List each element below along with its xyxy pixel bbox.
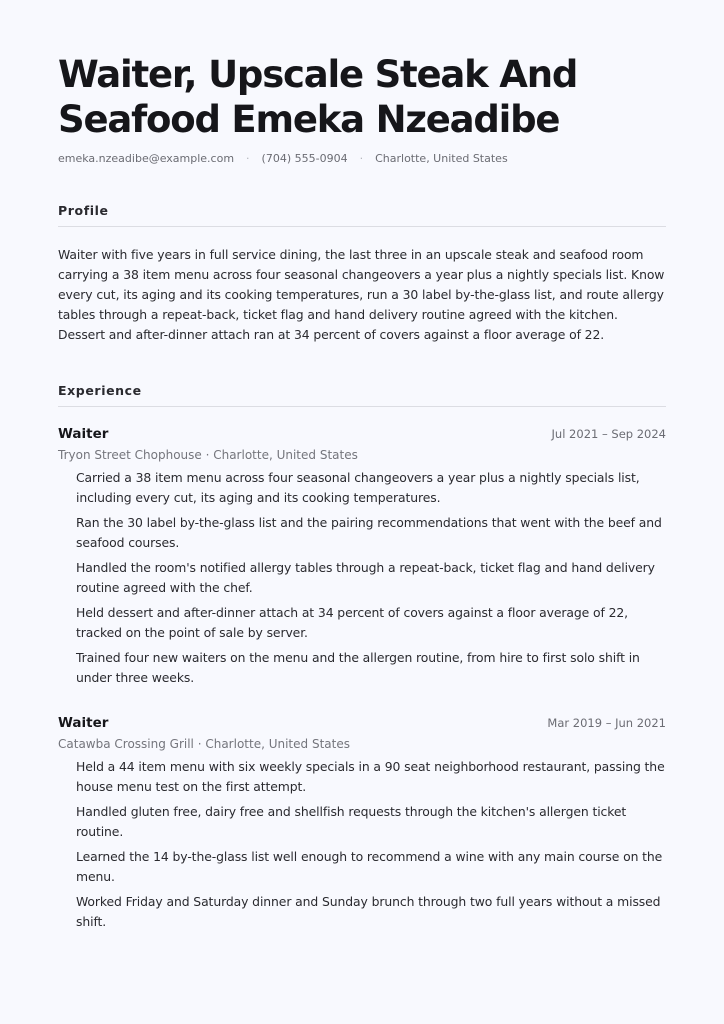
job-bullet: Held a 44 item menu with six weekly specials in a 90 seat neighborhood restaurant, passing the house menu test on the first attempt. <box>76 759 665 794</box>
profile-text: Waiter with five years in full service dining, the last three in an upscale steak and seafood room carrying a 38 item menu across four seasonal changeovers a year plus a nightly specials list. Know every cut, its aging and its cooking temperatures, run a 30 label by-the-glass list, and route allergy tables through a repeat-back, ticket flag and hand delivery routine agreed with the kitchen. Dessert and after-dinner attach ran at 34 percent of covers against a floor average of 22. <box>58 247 665 342</box>
job-bullet: Handled the room's notified allergy tables through a repeat-back, ticket flag and hand delivery routine agreed with the chef. <box>76 560 655 595</box>
job-company: Tryon Street Chophouse · Charlotte, United States <box>58 448 358 462</box>
job-entry <box>58 426 666 687</box>
name-title: Waiter, Upscale Steak And Seafood Emeka Nzeadibe <box>58 53 578 141</box>
job-dates: Jul 2021 – Sep 2024 <box>551 427 666 441</box>
profile-section <box>58 203 666 345</box>
job-bullet: Handled gluten free, dairy free and shellfish requests through the kitchen's allergen ticket routine. <box>76 804 627 839</box>
job-bullet: Carried a 38 item menu across four seasonal changeovers a year plus a nightly specials list, including every cut, its aging and its cooking temperatures. <box>76 470 640 505</box>
job-title: Waiter <box>58 426 109 442</box>
contact-separator: · <box>359 152 364 165</box>
contact-email: emeka.nzeadibe@example.com <box>58 152 235 165</box>
contact-separator: · <box>246 152 250 165</box>
job-bullet: Learned the 14 by-the-glass list well enough to recommend a wine with any main course on the menu. <box>76 849 663 884</box>
profile-heading: Profile <box>58 203 666 227</box>
job-header <box>58 426 666 442</box>
job-company: Catawba Crossing Grill · Charlotte, United States <box>58 737 350 751</box>
contact-phone: (704) 555-0904 <box>261 152 348 165</box>
job-entry <box>58 715 666 931</box>
job-bullet: Trained four new waiters on the menu and the allergen routine, from hire to first solo shift in under three weeks. <box>76 650 640 685</box>
contact-line <box>58 152 666 165</box>
job-bullet: Held dessert and after-dinner attach at 34 percent of covers against a floor average of 22, tracked on the point of sale by server. <box>76 605 629 640</box>
experience-section <box>58 383 666 931</box>
job-bullet: Ran the 30 label by-the-glass list and the pairing recommendations that went with the beef and seafood courses. <box>76 515 662 550</box>
job-bullets <box>58 757 666 931</box>
job-bullet: Worked Friday and Saturday dinner and Sunday brunch through two full years without a missed shift. <box>76 894 661 929</box>
job-dates: Mar 2019 – Jun 2021 <box>547 716 666 730</box>
job-header <box>58 715 666 731</box>
experience-heading: Experience <box>58 383 666 407</box>
job-title: Waiter <box>58 715 109 731</box>
contact-location: Charlotte, United States <box>375 152 508 165</box>
job-bullets <box>58 468 666 687</box>
